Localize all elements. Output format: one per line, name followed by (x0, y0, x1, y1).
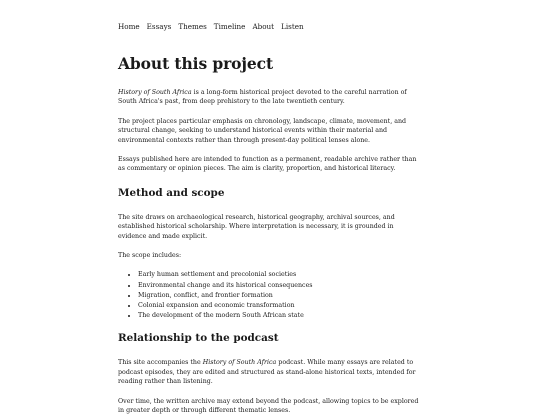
scope-list-item: • Environmental change and its historical consequences (138, 281, 422, 291)
method-paragraph-2: The scope includes: (118, 252, 182, 260)
podcast-paragraph-1 (118, 358, 422, 386)
intro-title-emphasis: History of South Africa (118, 89, 192, 96)
intro-paragraph-2: The project places particular emphasis on chronology, landscape, climate, movement, and structural change, seeking to understand historical events within their material and environmental contexts rather than through present-day political lenses alone. (118, 117, 407, 144)
scope-list-item: • Colonial expansion and economic transformation (138, 301, 422, 311)
nav-listen-link[interactable]: Listen (281, 22, 304, 31)
intro-paragraph-1-text: is a long-form historical project devoted to the careful narration of South Africa's past, from deep prehistory to the late twentieth century. (118, 89, 407, 106)
scope-list (118, 270, 422, 321)
podcast-title-emphasis: History of South Africa (202, 359, 277, 367)
podcast-paragraph-2: Over time, the written archive may extend beyond the podcast, allowing topics to be explored in greater depth or through different thematic lenses. (118, 397, 419, 415)
podcast-paragraph-1-post: podcast. While many essays are related to podcast episodes, they are edited and structured as stand-alone historical texts, intended for reading rather than listening. (118, 359, 416, 386)
nav-home-link[interactable]: Home (118, 22, 140, 31)
podcast-paragraph-1-pre: This site accompanies the (118, 359, 203, 367)
main-content (118, 0, 422, 416)
scope-list-item: • Migration, conflict, and frontier formation (138, 291, 422, 301)
podcast-heading: Relationship to the podcast (118, 332, 279, 345)
nav-essays-link[interactable]: Essays (146, 22, 172, 31)
nav-about-link[interactable]: About (252, 22, 275, 31)
intro-paragraph-3: Essays published here are intended to function as a permanent, readable archive rather than as commentary or opinion pieces. The aim is clarity, proportion, and historical literacy. (118, 156, 417, 173)
method-paragraph-1: The site draws on archaeological research, historical geography, archival sources, and established historical scholarship. Where interpretation is necessary, it is grounded in evidence and made explicit. (118, 213, 395, 240)
nav-themes-link[interactable]: Themes (178, 22, 207, 31)
scope-list-item: • Early human settlement and precolonial societies (138, 270, 422, 280)
intro-paragraph-1 (118, 88, 422, 107)
scope-list-item: • The development of the modern South African state (138, 311, 422, 321)
page-title: About this project (118, 54, 274, 73)
nav-timeline-link[interactable]: Timeline (213, 22, 246, 31)
method-heading: Method and scope (118, 186, 225, 199)
top-navigation (118, 20, 422, 34)
